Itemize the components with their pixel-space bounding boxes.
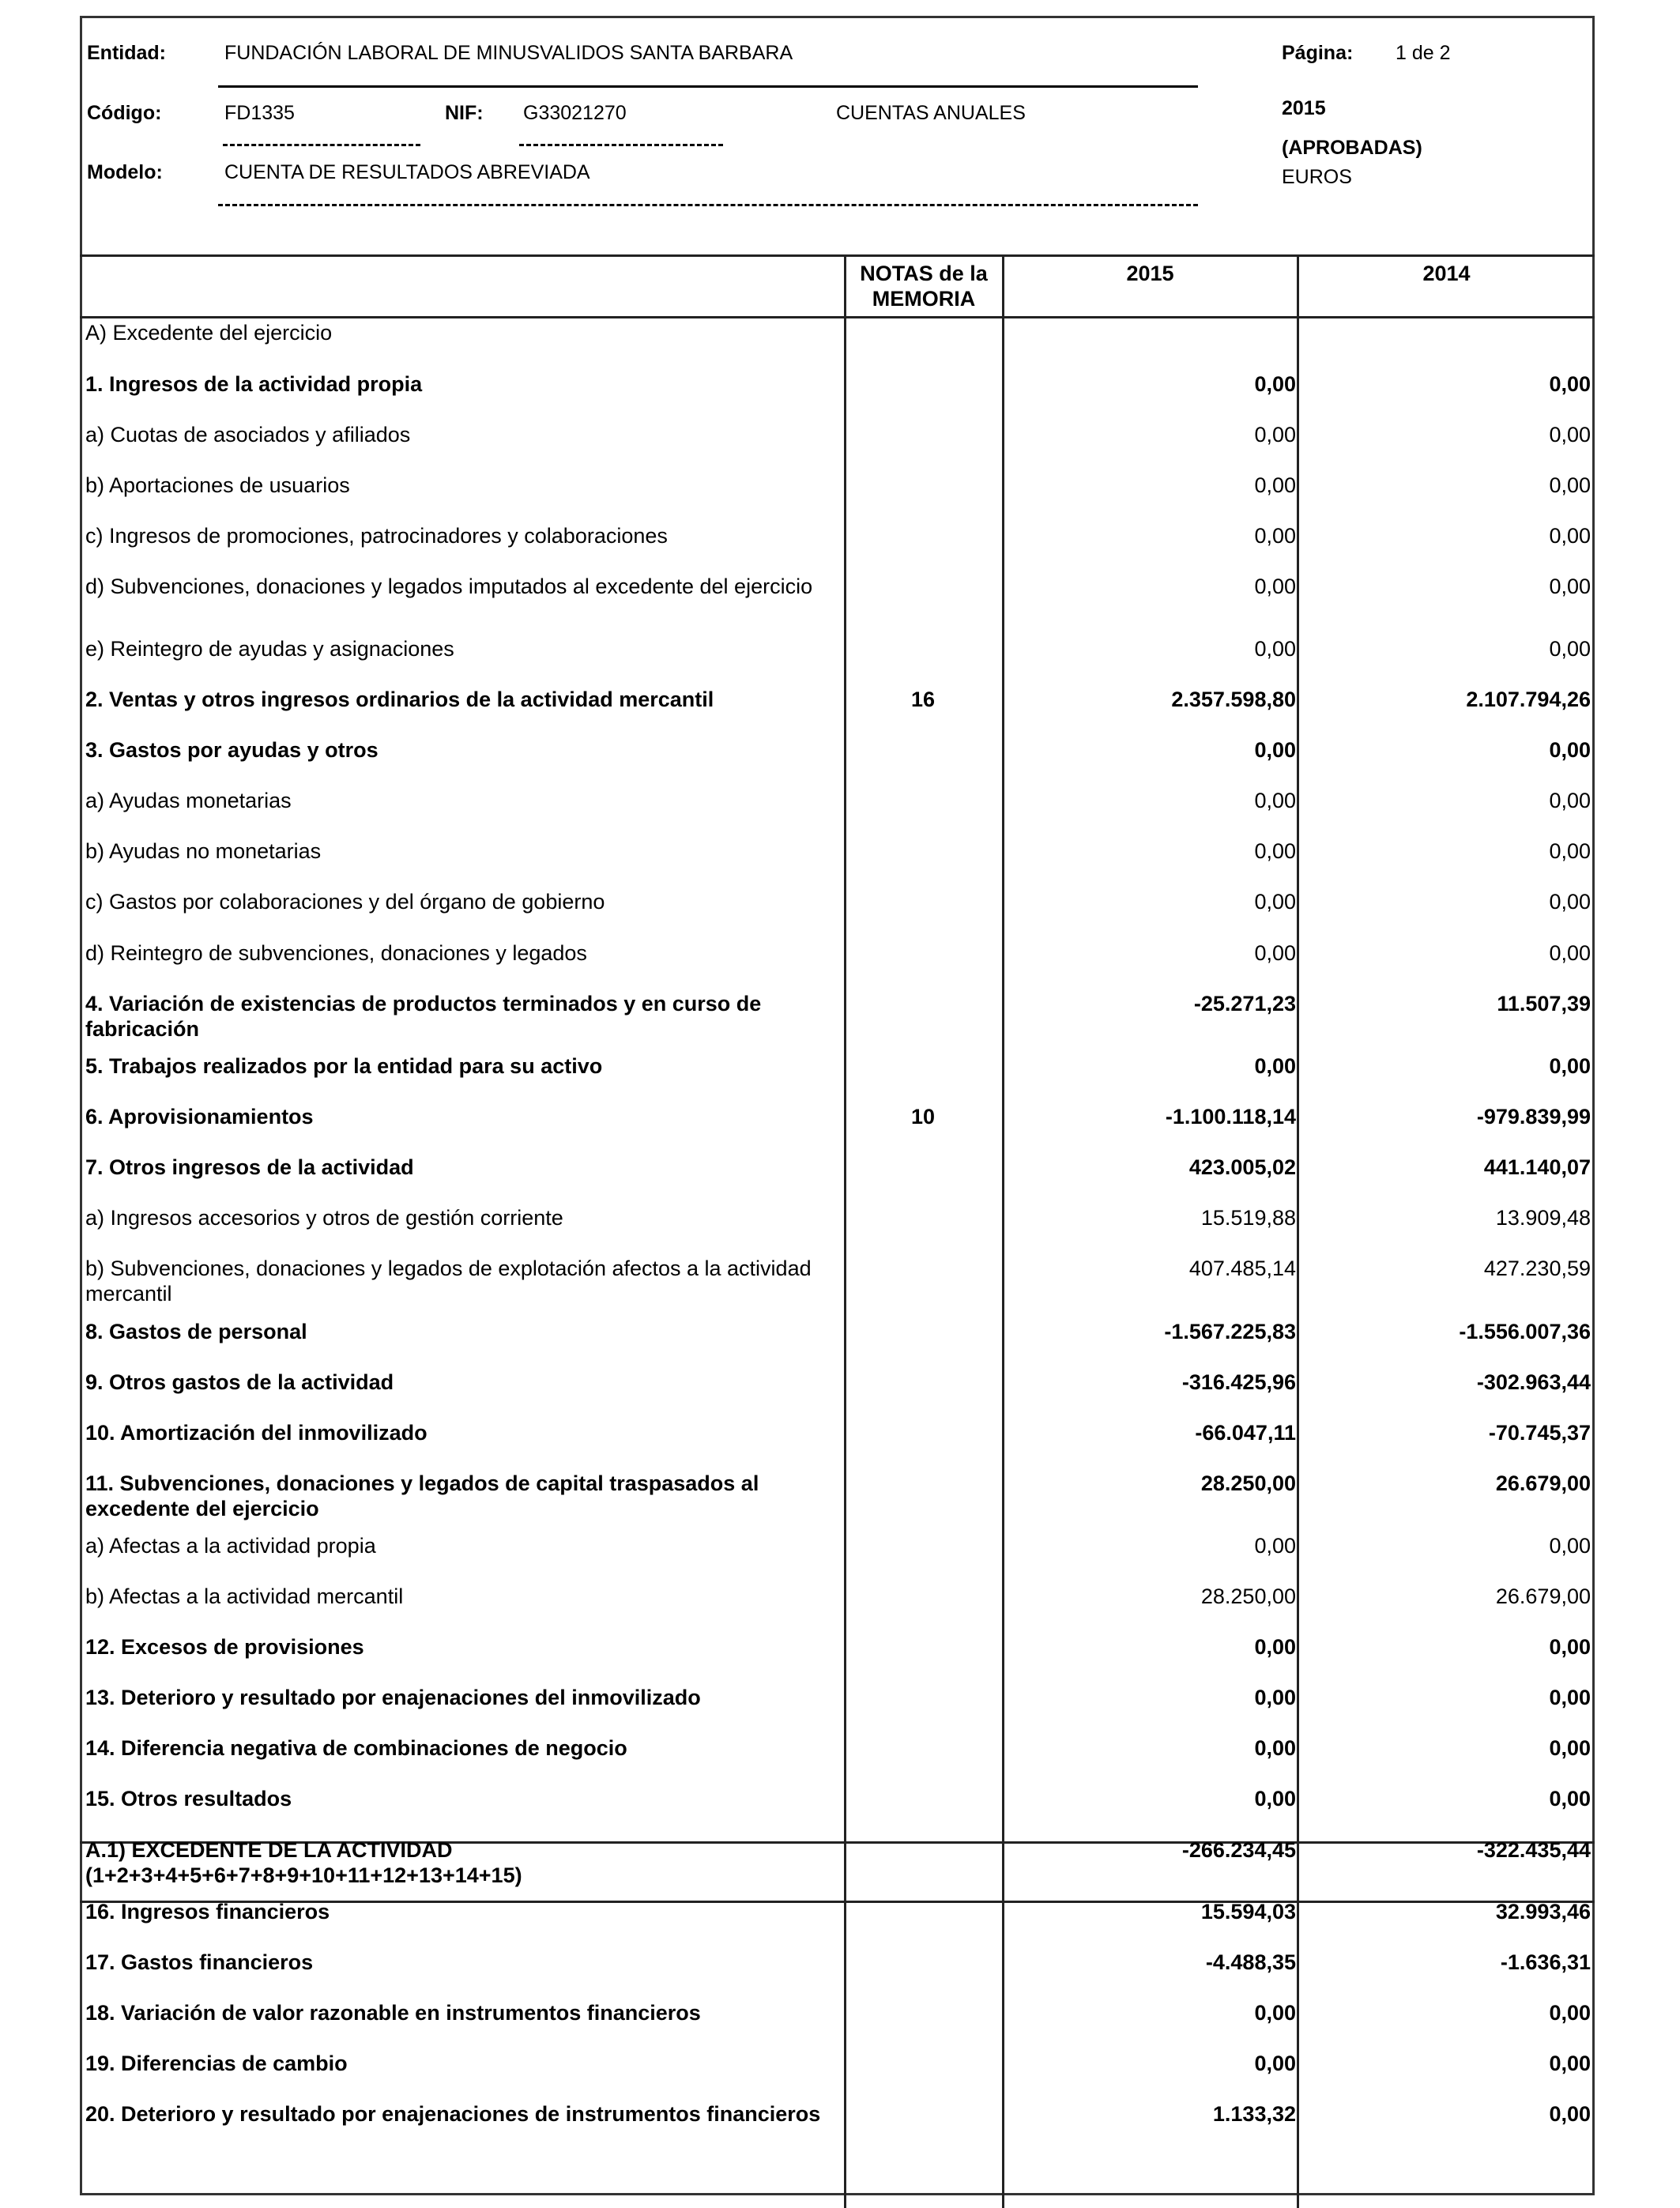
row-value-2014: 0,00 (1549, 1736, 1591, 1760)
row-value-2015: -4.488,35 (1205, 1950, 1296, 1974)
codigo-label: Código: (87, 102, 162, 124)
row-value-2014: 441.140,07 (1483, 1155, 1591, 1179)
row-value-2014: 13.909,48 (1495, 1206, 1591, 1230)
row-value-2015: 15.594,03 (1200, 1900, 1296, 1924)
row-label: 15. Otros resultados (85, 1787, 292, 1810)
cuentas-anuales: CUENTAS ANUALES (836, 102, 1026, 124)
row-value-2014: -1.556.007,36 (1459, 1320, 1591, 1343)
row-label: 9. Otros gastos de la actividad (85, 1370, 394, 1394)
row-label: 5. Trabajos realizados por la entidad para su activo (85, 1054, 603, 1078)
row-label: c) Gastos por colaboraciones y del órgano de gobierno (85, 890, 605, 914)
row-value-2015: 0,00 (1254, 1736, 1296, 1760)
row-label: b) Subvenciones, donaciones y legados de explotación afectos a la actividad mercantil (85, 1257, 812, 1306)
row-value-2015: 0,00 (1254, 1534, 1296, 1558)
row-value-2015: 28.250,00 (1200, 1471, 1296, 1495)
row-value-2015: 15.519,88 (1200, 1206, 1296, 1230)
row-value-2015: 0,00 (1254, 423, 1296, 446)
row-value-2014: 0,00 (1549, 575, 1591, 598)
row-value-2014: 0,00 (1549, 524, 1591, 548)
year-2014-header: 2014 (1422, 262, 1471, 285)
row-value-2014: -302.963,44 (1476, 1370, 1591, 1394)
row-label: c) Ingresos de promociones, patrocinadores y colaboraciones (85, 524, 668, 548)
row-value-2014: -322.435,44 (1476, 1838, 1591, 1862)
codigo-value: FD1335 (224, 102, 295, 124)
row-value-2014: 0,00 (1549, 1787, 1591, 1810)
row-label: a) Cuotas de asociados y afiliados (85, 423, 411, 446)
row-label: 20. Deterioro y resultado por enajenaciones de instrumentos financieros (85, 2102, 821, 2126)
row-label: 14. Diferencia negativa de combinaciones de negocio (85, 1736, 627, 1760)
row-value-2015: 0,00 (1254, 637, 1296, 661)
notas-header-line1: NOTAS de la (860, 262, 988, 285)
aprobadas-label: (APROBADAS) (1282, 137, 1422, 159)
row-value-2015: 2.357.598,80 (1171, 688, 1296, 711)
row-nota: 16 (910, 688, 936, 711)
row-label: 6. Aprovisionamientos (85, 1105, 314, 1128)
row-value-2014: 2.107.794,26 (1466, 688, 1591, 711)
row-label: 1. Ingresos de la actividad propia (85, 372, 423, 396)
row-value-2015: 0,00 (1254, 1686, 1296, 1709)
row-value-2014: -979.839,99 (1476, 1105, 1591, 1128)
row-value-2015: 1.133,32 (1212, 2102, 1296, 2126)
nif-value: G33021270 (523, 102, 627, 124)
row-value-2014: 0,00 (1549, 2102, 1591, 2126)
row-value-2015: 0,00 (1254, 473, 1296, 497)
row-label: 3. Gastos por ayudas y otros (85, 738, 379, 762)
nif-label: NIF: (445, 102, 484, 124)
row-value-2014: 0,00 (1549, 473, 1591, 497)
row-value-2015: -25.271,23 (1193, 992, 1296, 1015)
row-label: 8. Gastos de personal (85, 1320, 307, 1343)
row-value-2015: 0,00 (1254, 2001, 1296, 2025)
row-label: 4. Variación de existencias de productos terminados y en curso de fabricación (85, 992, 762, 1041)
row-value-2014: 0,00 (1549, 1635, 1591, 1659)
row-label: d) Subvenciones, donaciones y legados imputados al excedente del ejercicio (85, 575, 813, 598)
euros-label: EUROS (1282, 166, 1352, 188)
row-label: 2. Ventas y otros ingresos ordinarios de la actividad mercantil (85, 688, 714, 711)
row-value-2015: -66.047,11 (1195, 1421, 1296, 1445)
notas-header-line2: MEMORIA (872, 287, 976, 311)
year-2015-header: 2015 (1126, 262, 1174, 285)
row-value-2014: 0,00 (1549, 941, 1591, 965)
row-value-2014: 26.679,00 (1495, 1584, 1591, 1608)
entidad-label: Entidad: (87, 42, 166, 64)
row-value-2014: -1.636,31 (1500, 1950, 1591, 1974)
row-label: 11. Subvenciones, donaciones y legados de capital traspasados al excedente del ejercicio (85, 1471, 759, 1520)
row-value-2015: 423.005,02 (1188, 1155, 1296, 1179)
pagina-label: Página: (1282, 42, 1354, 64)
row-label: 12. Excesos de provisiones (85, 1635, 364, 1659)
row-label: e) Reintegro de ayudas y asignaciones (85, 637, 454, 661)
year-label: 2015 (1282, 97, 1326, 119)
row-value-2015: -1.567.225,83 (1164, 1320, 1296, 1343)
row-label: 7. Otros ingresos de la actividad (85, 1155, 414, 1179)
row-value-2014: 32.993,46 (1495, 1900, 1591, 1924)
row-value-2015: 28.250,00 (1200, 1584, 1296, 1608)
row-value-2015: 0,00 (1254, 575, 1296, 598)
row-value-2014: 0,00 (1549, 372, 1591, 396)
row-value-2015: 0,00 (1254, 839, 1296, 863)
row-label: 16. Ingresos financieros (85, 1900, 330, 1924)
row-value-2014: 0,00 (1549, 2001, 1591, 2025)
entidad-value: FUNDACIÓN LABORAL DE MINUSVALIDOS SANTA BARBARA (224, 42, 793, 64)
row-label: a) Ingresos accesorios y otros de gestión corriente (85, 1206, 563, 1230)
row-label: b) Afectas a la actividad mercantil (85, 1584, 404, 1608)
row-label: 13. Deterioro y resultado por enajenaciones del inmovilizado (85, 1686, 701, 1709)
row-value-2015: 0,00 (1254, 738, 1296, 762)
row-value-2014: 0,00 (1549, 1534, 1591, 1558)
row-value-2015: -1.100.118,14 (1165, 1105, 1296, 1128)
row-label: b) Aportaciones de usuarios (85, 473, 350, 497)
row-value-2014: 0,00 (1549, 890, 1591, 914)
row-value-2014: 0,00 (1549, 637, 1591, 661)
row-label: 10. Amortización del inmovilizado (85, 1421, 428, 1445)
row-value-2014: -70.745,37 (1488, 1421, 1591, 1445)
row-value-2014: 0,00 (1549, 1686, 1591, 1709)
row-value-2015: 0,00 (1254, 890, 1296, 914)
row-value-2014: 427.230,59 (1483, 1257, 1591, 1280)
row-value-2015: 0,00 (1254, 2052, 1296, 2075)
row-value-2015: 0,00 (1254, 372, 1296, 396)
row-value-2014: 0,00 (1549, 423, 1591, 446)
row-value-2015: 0,00 (1254, 524, 1296, 548)
row-value-2014: 0,00 (1549, 2052, 1591, 2075)
row-value-2015: 0,00 (1254, 1054, 1296, 1078)
row-label: a) Afectas a la actividad propia (85, 1534, 376, 1558)
row-label: d) Reintegro de subvenciones, donaciones y legados (85, 941, 587, 965)
row-value-2015: 0,00 (1254, 941, 1296, 965)
row-value-2014: 0,00 (1549, 839, 1591, 863)
row-label: A.1) EXCEDENTE DE LA ACTIVIDAD (1+2+3+4+5+6+7+8+9+10+11+12+13+14+15) (85, 1838, 522, 1887)
row-nota: 10 (910, 1105, 936, 1128)
pagina-value: 1 de 2 (1396, 42, 1451, 64)
modelo-value: CUENTA DE RESULTADOS ABREVIADA (224, 161, 590, 183)
row-value-2015: 0,00 (1254, 1787, 1296, 1810)
row-value-2015: 407.485,14 (1188, 1257, 1296, 1280)
row-value-2014: 0,00 (1549, 738, 1591, 762)
row-value-2014: 0,00 (1549, 789, 1591, 812)
row-value-2014: 26.679,00 (1495, 1471, 1591, 1495)
row-value-2015: -316.425,96 (1181, 1370, 1296, 1394)
modelo-label: Modelo: (87, 161, 163, 183)
row-label: 17. Gastos financieros (85, 1950, 314, 1974)
row-value-2015: -266.234,45 (1181, 1838, 1296, 1862)
row-value-2014: 0,00 (1549, 1054, 1591, 1078)
row-value-2014: 11.507,39 (1497, 992, 1591, 1015)
row-label: A) Excedente del ejercicio (85, 321, 333, 345)
row-label: 19. Diferencias de cambio (85, 2052, 348, 2075)
row-label: 18. Variación de valor razonable en instrumentos financieros (85, 2001, 701, 2025)
row-label: b) Ayudas no monetarias (85, 839, 322, 863)
row-value-2015: 0,00 (1254, 789, 1296, 812)
row-label: a) Ayudas monetarias (85, 789, 292, 812)
row-value-2015: 0,00 (1254, 1635, 1296, 1659)
